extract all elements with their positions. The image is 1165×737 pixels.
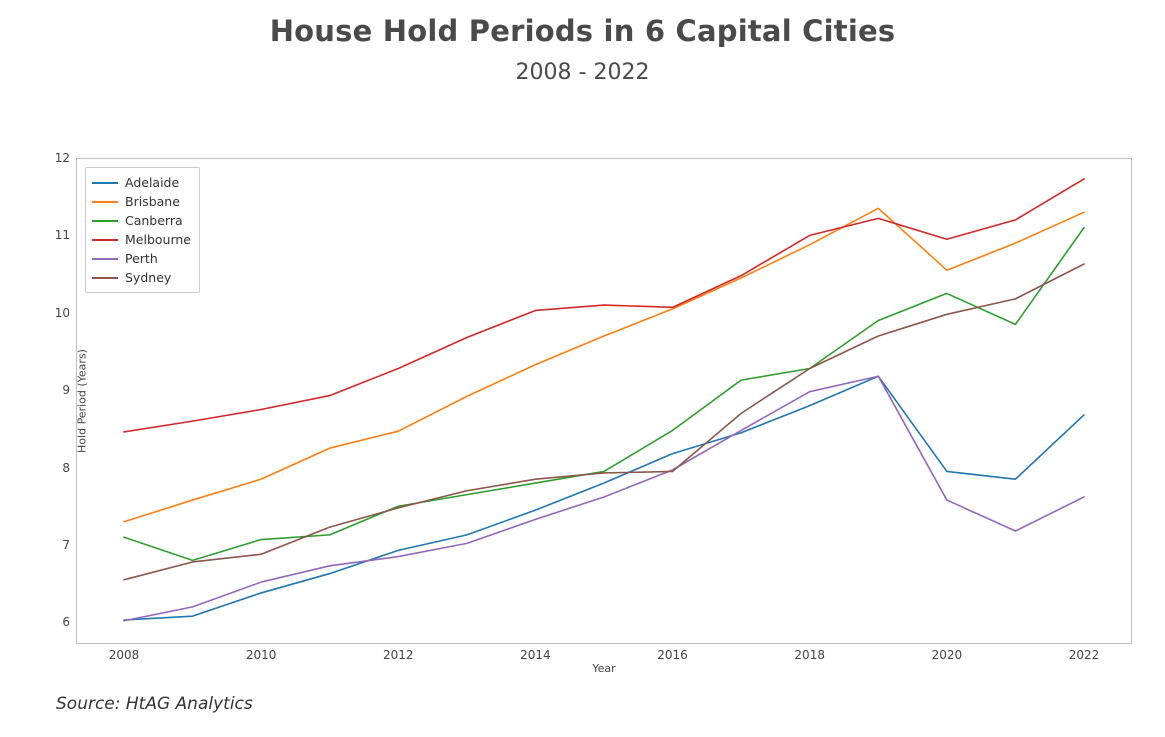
y-tick-label: 7 [62,537,70,552]
x-tick-label: 2020 [931,648,963,662]
line-chart [54,151,1132,675]
series-line-canberra [124,228,1084,561]
legend-swatch-icon [92,239,118,241]
legend-label: Perth [125,251,158,266]
y-tick-label: 6 [62,615,70,630]
legend-swatch-icon [92,182,118,184]
legend-item-canberra [92,211,191,230]
x-axis-label: Year [592,662,616,675]
page-title: House Hold Periods in 6 Capital Cities [269,14,896,48]
x-tick-label: 2008 [108,648,140,662]
legend-item-melbourne [92,230,191,249]
x-tick-label: 2014 [520,648,551,662]
y-tick-label: 12 [54,151,70,165]
source-note: Source: HtAG Analytics [56,694,253,714]
legend-swatch-icon [92,258,118,260]
y-tick-label: 10 [54,305,70,320]
series-line-adelaide [124,376,1084,620]
y-tick-label: 11 [54,228,70,243]
x-tick-label: 2010 [245,648,277,662]
x-tick-label: 2016 [657,648,688,662]
legend-label: Sydney [125,270,172,285]
series-line-perth [124,376,1084,621]
legend-label: Brisbane [125,194,180,209]
y-tick-label: 8 [62,460,70,475]
legend-label: Adelaide [125,175,180,190]
series-line-sydney [124,264,1084,580]
legend-swatch-icon [92,201,118,203]
legend-label: Melbourne [125,232,191,247]
legend-item-brisbane [92,192,191,211]
y-axis-label: Hold Period (Years) [75,349,89,453]
page-subtitle: 2008 - 2022 [515,60,650,85]
legend-swatch-icon [92,277,118,279]
plot-lines [76,158,1132,644]
legend [85,167,200,293]
legend-label: Canberra [125,213,183,228]
y-tick-label: 9 [62,383,70,398]
legend-item-adelaide [92,173,191,192]
series-line-brisbane [124,208,1084,521]
legend-item-sydney [92,268,191,287]
x-tick-label: 2022 [1068,648,1100,662]
x-tick-label: 2018 [794,648,825,662]
series-line-melbourne [124,179,1084,432]
legend-item-perth [92,249,191,268]
legend-swatch-icon [92,220,118,222]
x-tick-label: 2012 [383,648,414,662]
